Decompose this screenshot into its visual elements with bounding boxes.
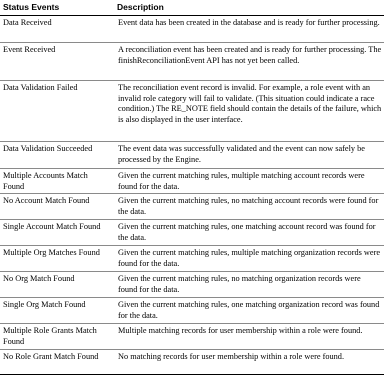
description-cell: No matching records for user membership within a role were found. <box>114 350 384 375</box>
description-cell: Given the current matching rules, one matching account record was found for the data. <box>114 220 384 246</box>
description-cell: The reconciliation event record is invalid. For example, a role event with an invalid role category will fail to validate. (This situation could indicate a race condition.) The RE_NOTE field should contain the details of the failure, which is also displayed in the user interface. <box>114 81 384 142</box>
description-cell: Given the current matching rules, no matching organization records were found for the data. <box>114 272 384 298</box>
table-row <box>0 194 384 220</box>
table-row <box>0 246 384 272</box>
status-event-cell: Data Validation Failed <box>0 81 114 142</box>
table-row <box>0 81 384 142</box>
table-row <box>0 43 384 81</box>
table-row <box>0 298 384 324</box>
description-cell: The event data was successfully validated and the event can now safely be processed by the Engine. <box>114 142 384 169</box>
description-cell: Given the current matching rules, no matching account records were found for the data. <box>114 194 384 220</box>
status-event-cell: Multiple Accounts Match Found <box>0 169 114 194</box>
status-event-cell: No Org Match Found <box>0 272 114 298</box>
table-row <box>0 220 384 246</box>
table-header-row <box>0 0 384 16</box>
status-event-cell: Event Received <box>0 43 114 81</box>
table-row <box>0 272 384 298</box>
table-row <box>0 350 384 375</box>
status-event-cell: No Role Grant Match Found <box>0 350 114 375</box>
status-event-cell: Data Received <box>0 16 114 43</box>
description-cell: A reconciliation event has been created and is ready for further processing. The finishReconciliationEvent API has not yet been called. <box>114 43 384 81</box>
status-event-cell: Single Org Match Found <box>0 298 114 324</box>
table-row <box>0 169 384 194</box>
status-event-cell: Data Validation Succeeded <box>0 142 114 169</box>
description-cell: Given the current matching rules, multiple matching organization records were found for the data. <box>114 246 384 272</box>
description-cell: Event data has been created in the database and is ready for further processing. <box>114 16 384 43</box>
status-event-cell: Single Account Match Found <box>0 220 114 246</box>
description-cell: Multiple matching records for user membership within a role were found. <box>114 324 384 350</box>
description-cell: Given the current matching rules, one matching organization record was found for the data. <box>114 298 384 324</box>
table-row <box>0 324 384 350</box>
description-header: Description <box>114 0 384 16</box>
description-cell: Given the current matching rules, multiple matching account records were found for the data. <box>114 169 384 194</box>
status-event-cell: Multiple Role Grants Match Found <box>0 324 114 350</box>
status-event-cell: No Account Match Found <box>0 194 114 220</box>
table-row <box>0 16 384 43</box>
table-row <box>0 142 384 169</box>
status-event-cell: Multiple Org Matches Found <box>0 246 114 272</box>
status-events-header: Status Events <box>0 0 114 16</box>
